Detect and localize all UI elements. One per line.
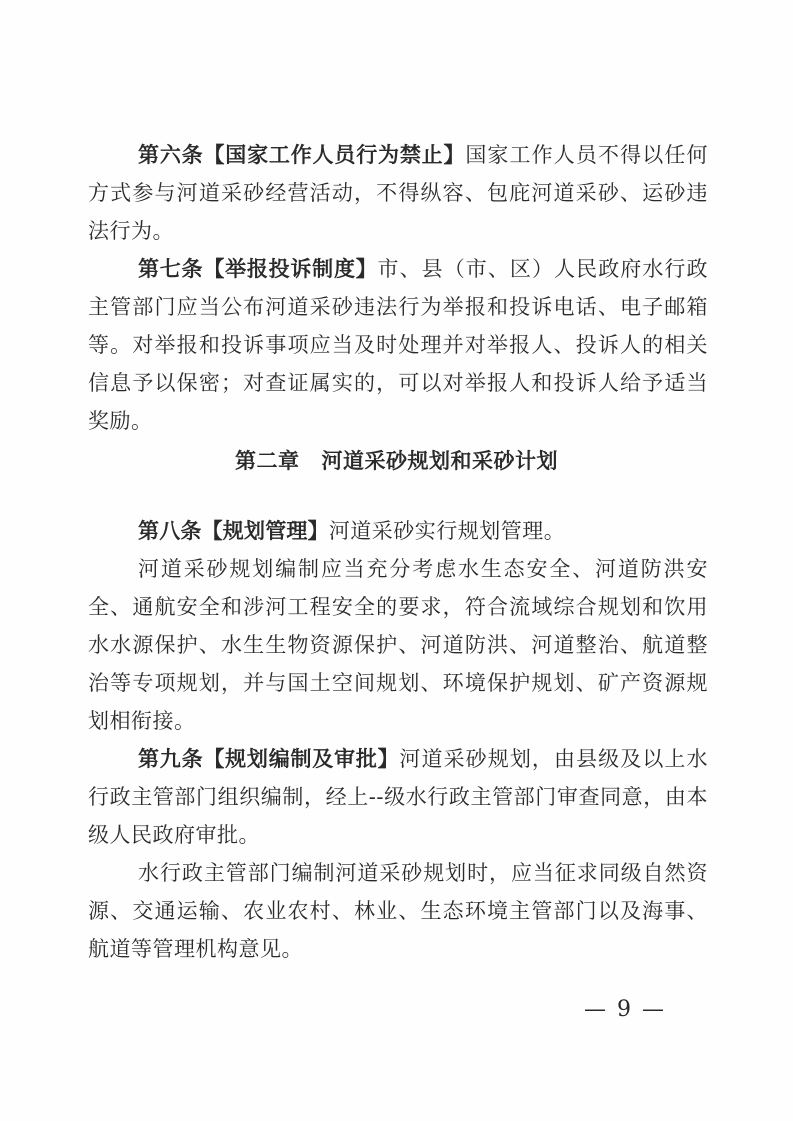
article-7-heading: 第七条【举报投诉制度】 — [138, 257, 378, 281]
article-7-text: 市、县（市、区）人民政府水行政主管部门应当公布河道采砂违法行为举报和投诉电话、电子邮箱等。对举报和投诉事项应当及时处理并对举报人、投诉人的相关信息予以保密；对查证属实的，可以对举报人和投诉人给予适当奖励。 — [88, 257, 709, 433]
article-8 — [88, 512, 708, 740]
article-9-paragraph-2: 水行政主管部门编制河道采砂规划时，应当征求同级自然资源、交通运输、农业农村、林业、生态环境主管部门以及海事、航道等管理机构意见。 — [88, 861, 708, 961]
article-9-paragraph-1 — [88, 740, 708, 854]
article-8-text: 河道采砂实行规划管理。 — [328, 519, 566, 543]
article-6-paragraph — [88, 136, 708, 250]
page-number: — 9 — — [584, 997, 666, 1022]
article-6-heading: 第六条【国家工作人员行为禁止】 — [138, 143, 466, 167]
article-9 — [88, 740, 708, 968]
article-7 — [88, 250, 708, 440]
article-6 — [88, 136, 708, 250]
article-7-paragraph — [88, 250, 708, 440]
article-8-heading: 第八条【规划管理】 — [138, 519, 329, 543]
article-8-paragraph-1 — [88, 512, 708, 550]
article-6-text: 国家工作人员不得以任何方式参与河道采砂经营活动，不得纵容、包庇河道采砂、运砂违法行为。 — [88, 143, 709, 243]
article-9-heading: 第九条【规划编制及审批】 — [138, 747, 400, 771]
article-9-text: 河道采砂规划，由县级及以上水行政主管部门组织编制，经上--级水行政主管部门审查同意，由本级人民政府审批。 — [88, 747, 708, 847]
article-8-paragraph-2: 河道采砂规划编制应当充分考虑水生态安全、河道防洪安全、通航安全和涉河工程安全的要求，符合流域综合规划和饮用水水源保护、水生生物资源保护、河道防洪、河道整治、航道整治等专项规划，并与国土空间规划、环境保护规划、矿产资源规划相衔接。 — [88, 557, 708, 733]
chapter-title: 河道采砂规划和采砂计划 — [321, 449, 558, 473]
chapter-heading — [0, 442, 793, 480]
chapter-number: 第二章 — [235, 449, 300, 473]
